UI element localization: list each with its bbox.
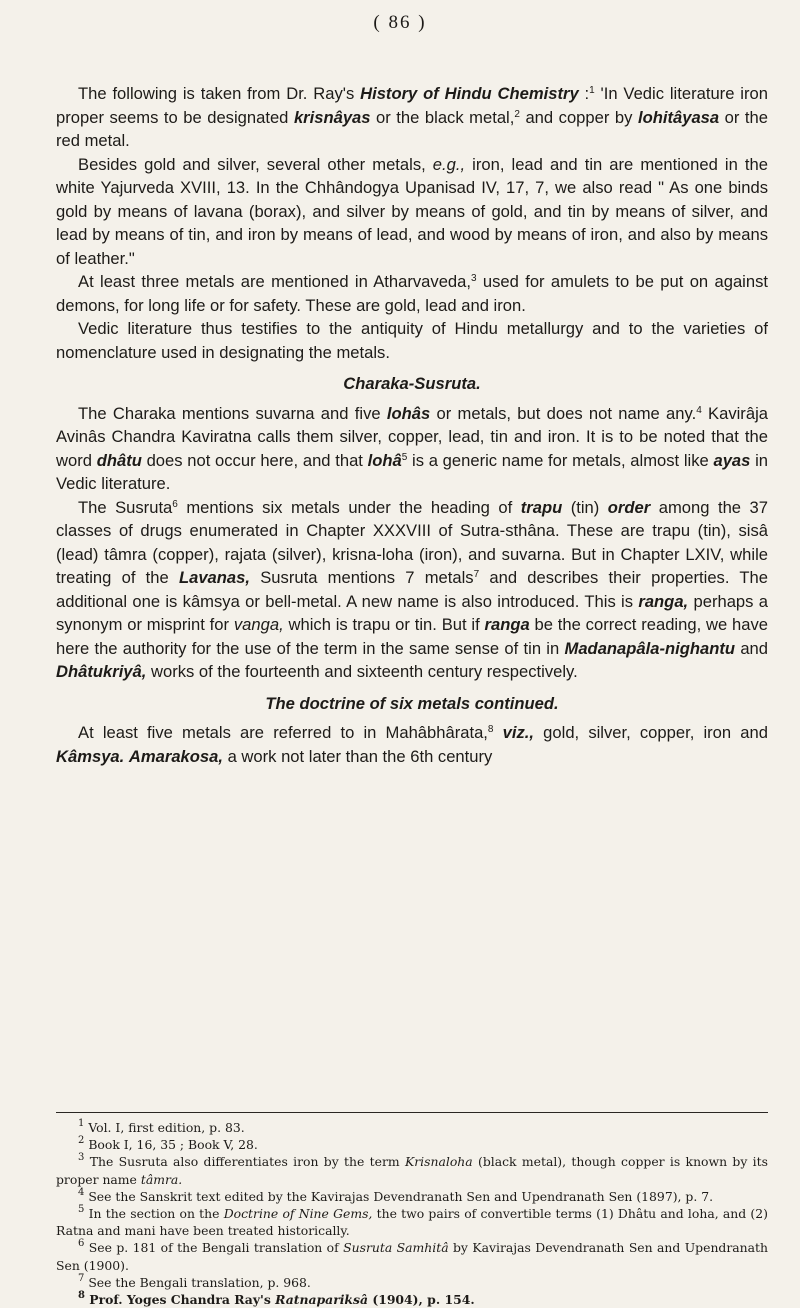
text-run: gold, silver, copper, iron and — [534, 723, 768, 742]
sanskrit-term: vanga, — [233, 615, 284, 634]
footnote-ref: 2 — [514, 108, 520, 120]
text-run: and — [735, 638, 769, 658]
footnotes — [56, 1119, 768, 1308]
text-run: perhaps a synonym or misprint for — [56, 591, 768, 634]
text-run: or metals, but does not name any. — [430, 403, 697, 423]
footnote-number: 4 — [78, 1186, 85, 1198]
footnote-ref: 6 — [172, 498, 178, 510]
footnote-2 — [56, 1136, 768, 1153]
sanskrit-term: ranga, — [638, 591, 689, 611]
sanskrit-term: Kâmsya. — [56, 746, 125, 766]
footnote-text: In the section on the — [84, 1206, 224, 1222]
text-run: or the red metal. — [56, 107, 769, 150]
footnote-divider — [56, 1112, 768, 1113]
sanskrit-term: krisnâyas — [293, 107, 371, 127]
text-run: a work not later than the 6th century — [222, 746, 493, 766]
paragraph-atharvaveda — [56, 270, 768, 317]
footnote-term: tâmra. — [140, 1171, 183, 1187]
footnote-ref: 8 — [487, 724, 494, 735]
footnote-term: Krisnaloha — [405, 1154, 473, 1170]
footnote-text: See the Bengali translation, p. 968. — [84, 1274, 311, 1290]
paragraph-mahabharata — [56, 721, 768, 768]
text-run: and describes their properties. The additional one is kâmsya or bell-metal. A new name is also introduced. This is — [56, 568, 768, 611]
paragraph-vedic-literature: Vedic literature thus testifies to the antiquity of Hindu metallurgy and to the varieties of nomenclature used in designating the metals. — [56, 319, 768, 362]
footnote-ref: 3 — [471, 273, 477, 284]
text-run: At least five metals are referred to in Mahâbhârata, — [78, 723, 488, 742]
footnote-ref: 5 — [401, 451, 408, 463]
text-run — [493, 723, 502, 742]
abbreviation: e.g., — [432, 154, 466, 174]
book-title: Madanapâla-nighantu — [564, 638, 736, 658]
text-run: which is trapu or tin. But if — [283, 615, 485, 634]
text-run: works of the fourteenth and sixteenth century respectively. — [146, 662, 578, 681]
abbreviation: viz., — [502, 723, 535, 742]
sanskrit-term: trapu — [520, 497, 563, 517]
footnote-text: Book I, 16, 35 ; Book V, 28. — [84, 1137, 258, 1153]
footnote-text: See p. 181 of the Bengali translation of — [84, 1240, 344, 1256]
footnote-number: 3 — [78, 1152, 85, 1164]
footnote-ref: 7 — [473, 569, 480, 580]
footnote-1 — [56, 1119, 768, 1136]
text-run: used for amulets to be put on against demons, for long life or for safety. These are gold, lead and iron. — [56, 272, 768, 315]
text-run: The Charaka mentions suvarna and five — [78, 403, 387, 423]
footnote-text: (black metal), though copper is known by its proper name — [56, 1154, 768, 1187]
text-run: The following is taken from Dr. Ray's — [78, 84, 361, 103]
text-run: be the correct reading, we have here the authority for the use of the term in the same sense of tin in — [56, 615, 768, 658]
footnote-number: 1 — [78, 1118, 85, 1129]
footnote-text: the two pairs of convertible terms (1) Dhâtu and loha, and (2) Ratna and mani have been treated historically. — [56, 1206, 768, 1239]
footnote-number: 6 — [78, 1238, 85, 1250]
text-run: (tin) — [562, 497, 608, 517]
footnote-ref: 4 — [696, 404, 702, 416]
footnote-text: Vol. I, first edition, p. 83. — [84, 1120, 245, 1135]
footnote-6 — [56, 1239, 768, 1273]
sanskrit-term: lohitâyasa — [637, 107, 720, 127]
section-heading-six-metals: The doctrine of six metals continued. — [265, 693, 559, 713]
sanskrit-term: Lavanas, — [178, 568, 250, 587]
paragraph-besides-gold — [56, 153, 768, 271]
footnote-4 — [56, 1188, 768, 1205]
footnote-5 — [56, 1205, 768, 1239]
sanskrit-term: dhâtu — [96, 450, 142, 470]
book-title: History of Hindu Chemistry — [360, 84, 579, 103]
text-run: The Susruta — [78, 497, 173, 517]
text-run: Susruta mentions 7 metals — [250, 568, 474, 587]
text-run: mentions six metals under the heading of — [177, 497, 521, 517]
sanskrit-term: order — [607, 497, 651, 517]
footnote-3 — [56, 1153, 768, 1187]
text-run: in Vedic literature. — [56, 450, 769, 493]
text-run: Kavirâja Avinâs Chandra Kaviratna calls them silver, copper, lead, tin and iron. It is to be noted that the word — [56, 403, 768, 470]
footnote-title: Ratnapariksâ — [275, 1292, 369, 1308]
text-run: : — [578, 84, 590, 103]
text-run: is a generic name for metals, almost like — [407, 450, 714, 470]
text-run: among the 37 classes of drugs enumerated in Chapter XXXVIII of Sutra-sthâna. These are trapu (tin), sisâ (lead) tâmra (copper), rajata (silver), krisna-loha (iron), and suvarna. But in Chapter LXIV, while treating of the — [56, 497, 768, 587]
sanskrit-term: ranga — [484, 615, 530, 634]
footnote-8 — [56, 1291, 768, 1308]
footnote-number: 8 — [78, 1290, 85, 1302]
paragraph-ray-quote — [56, 82, 768, 153]
section-heading-charaka-susruta: Charaka-Susruta. — [343, 374, 481, 393]
text-run: does not occur here, and that — [141, 450, 368, 470]
footnote-text: (1904), p. 154. — [368, 1292, 475, 1308]
footnote-number: 7 — [78, 1272, 85, 1284]
footnote-ref: 1 — [589, 85, 595, 96]
footnote-text: by Kavirajas Devendranath Sen and Upendranath Sen (1900). — [56, 1240, 768, 1273]
footnote-text: Prof. Yoges Chandra Ray's — [84, 1292, 276, 1308]
footnote-text: See the Sanskrit text edited by the Kavirajas Devendranath Sen and Upendranath Sen (1897), p. 7. — [84, 1188, 714, 1204]
footnote-title: Doctrine of Nine Gems, — [223, 1206, 373, 1222]
page-number: ( 86 ) — [373, 12, 427, 33]
book-title: Dhâtukriyâ, — [56, 662, 147, 681]
sanskrit-term: lohâs — [386, 403, 431, 423]
footnote-7 — [56, 1274, 768, 1291]
sanskrit-term: lohâ — [367, 450, 402, 470]
body-text — [56, 82, 768, 768]
text-run: Besides gold and silver, several other metals, — [78, 154, 433, 174]
text-run: 'In Vedic literature iron proper seems to be designated — [56, 84, 768, 127]
footnote-number: 2 — [78, 1135, 85, 1147]
sanskrit-term: ayas — [713, 450, 751, 470]
text-run: iron, lead and tin are mentioned in the white Yajurveda XVIII, 13. In the Chhândogya Upanisad IV, 17, 7, we also read " As one binds gold by means of lavana (borax), and silver by means of gold, and tin by means of silver, and lead by means of tin, and iron by means of lead, and wood by means of iron, and also by means of leather." — [56, 154, 768, 268]
paragraph-susruta — [56, 496, 768, 684]
paragraph-charaka — [56, 402, 768, 496]
footnote-title: Susruta Samhitâ — [343, 1240, 449, 1256]
footnote-text: The Susruta also differentiates iron by the term — [84, 1154, 405, 1170]
footnote-number: 5 — [78, 1204, 85, 1216]
book-title: Amarakosa, — [128, 746, 223, 766]
text-run: or the black metal, — [370, 107, 515, 127]
text-run: and copper by — [519, 107, 638, 127]
text-run: At least three metals are mentioned in Atharvaveda, — [78, 272, 471, 291]
